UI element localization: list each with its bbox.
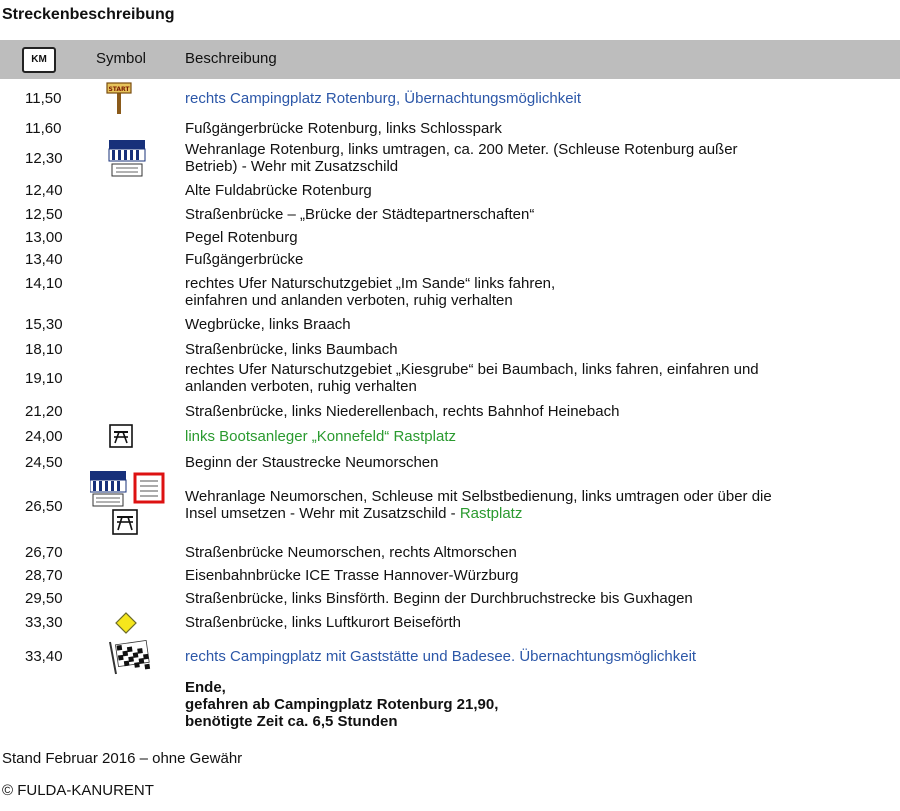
km-value: 13,00	[25, 229, 63, 246]
description-line: rechts Campingplatz mit Gaststätte und Badesee. Übernachtungsmöglichkeit	[185, 648, 697, 665]
status-note: Stand Februar 2016 – ohne Gewähr	[2, 750, 243, 767]
row-description	[185, 361, 890, 395]
description-line: Straßenbrücke Neumorschen, rechts Altmorschen	[185, 544, 517, 561]
description-line: Eisenbahnbrücke ICE Trasse Hannover-Würzburg	[185, 567, 519, 584]
description-line: Insel umsetzen - Wehr mit Zusatzschild -	[185, 505, 460, 522]
start-sign-icon	[106, 80, 132, 121]
km-value: 13,40	[25, 251, 63, 268]
km-value: 12,50	[25, 206, 63, 223]
description-line: gefahren ab Campingplatz Rotenburg 21,90,	[185, 696, 499, 713]
row-description	[185, 341, 890, 358]
km-icon: KM	[22, 47, 56, 73]
row-description	[185, 206, 890, 223]
description-line: Fußgängerbrücke Rotenburg, links Schlosspark	[185, 120, 502, 137]
row-description	[185, 454, 890, 471]
row-description	[185, 428, 890, 445]
diamond-icon	[115, 612, 137, 639]
km-value: 33,30	[25, 614, 63, 631]
km-value: 33,40	[25, 648, 63, 665]
km-value: 29,50	[25, 590, 63, 607]
description-line: benötigte Zeit ca. 6,5 Stunden	[185, 713, 398, 730]
row-description	[185, 567, 890, 584]
km-value: 11,60	[25, 120, 62, 137]
row-description	[185, 488, 890, 522]
km-value: 18,10	[25, 341, 63, 358]
description-line: links Bootsanleger „Konnefeld“ Rastplatz	[185, 428, 456, 445]
checkered-flag-icon	[104, 640, 154, 681]
km-value: 24,00	[25, 428, 63, 445]
row-description	[185, 275, 890, 309]
km-value: 19,10	[25, 370, 63, 387]
description-line: Ende,	[185, 679, 226, 696]
km-value: 28,70	[25, 567, 63, 584]
km-value: 12,30	[25, 150, 63, 167]
description-line: rechtes Ufer Naturschutzgebiet „Im Sande“ links fahren,	[185, 275, 556, 292]
description-line: Fußgängerbrücke	[185, 251, 304, 268]
description-line: rechtes Ufer Naturschutzgebiet „Kiesgrube“ bei Baumbach, links fahren, einfahren und	[185, 361, 759, 378]
description-line: Wehranlage Neumorschen, Schleuse mit Selbstbedienung, links umtragen oder über die	[185, 488, 772, 505]
description-line: rechts Campingplatz Rotenburg, Übernachtungsmöglichkeit	[185, 90, 582, 107]
description-column-header: Beschreibung	[185, 50, 277, 67]
km-value: 26,70	[25, 544, 63, 561]
description-line: Betrieb) - Wehr mit Zusatzschild	[185, 158, 399, 175]
row-description	[185, 544, 890, 561]
description-line: Alte Fuldabrücke Rotenburg	[185, 182, 372, 199]
description-line: Straßenbrücke, links Binsförth. Beginn der Durchbruchstrecke bis Guxhagen	[185, 590, 693, 607]
row-description	[185, 229, 890, 246]
km-value: 14,10	[25, 275, 63, 292]
copyright: © FULDA-KANURENT	[2, 782, 154, 799]
row-description	[185, 648, 890, 665]
row-description	[185, 141, 890, 175]
km-value: 12,40	[25, 182, 63, 199]
description-line: Beginn der Staustrecke Neumorschen	[185, 454, 439, 471]
description-line: Pegel Rotenburg	[185, 229, 298, 246]
km-value: 21,20	[25, 403, 63, 420]
row-description	[185, 403, 890, 420]
row-description	[185, 120, 890, 137]
km-value: 24,50	[25, 454, 63, 471]
description-line: Wegbrücke, links Braach	[185, 316, 351, 333]
description-line: Straßenbrücke – „Brücke der Städtepartnerschaften“	[185, 206, 535, 223]
picnic-table-icon	[109, 424, 133, 453]
km-value: 26,50	[25, 498, 63, 515]
row-description	[185, 182, 890, 199]
row-description	[185, 614, 890, 631]
description-line: anlanden verboten, ruhig verhalten	[185, 378, 417, 395]
row-description	[185, 316, 890, 333]
description-line: Straßenbrücke, links Baumbach	[185, 341, 398, 358]
symbol-column-header: Symbol	[96, 50, 147, 67]
km-value: 15,30	[25, 316, 63, 333]
row-description	[185, 251, 890, 268]
weir-icon	[108, 139, 146, 184]
rest-area-label: Rastplatz	[459, 505, 523, 522]
description-line: einfahren und anlanden verboten, ruhig verhalten	[185, 292, 513, 309]
svg-text:START: START	[108, 86, 130, 93]
description-line: Straßenbrücke, links Luftkurort Beiseförth	[185, 614, 461, 631]
description-line: Wehranlage Rotenburg, links umtragen, ca. 200 Meter. (Schleuse Rotenburg außer	[185, 141, 738, 158]
description-line: Straßenbrücke, links Niederellenbach, rechts Bahnhof Heinebach	[185, 403, 620, 420]
row-description	[185, 590, 890, 607]
row-description	[185, 90, 890, 107]
page-title: Streckenbeschreibung	[2, 6, 175, 23]
weir-lock-picnic-icon	[90, 470, 170, 543]
km-value: 11,50	[25, 90, 62, 107]
row-description	[185, 679, 890, 730]
table-header	[0, 40, 900, 79]
